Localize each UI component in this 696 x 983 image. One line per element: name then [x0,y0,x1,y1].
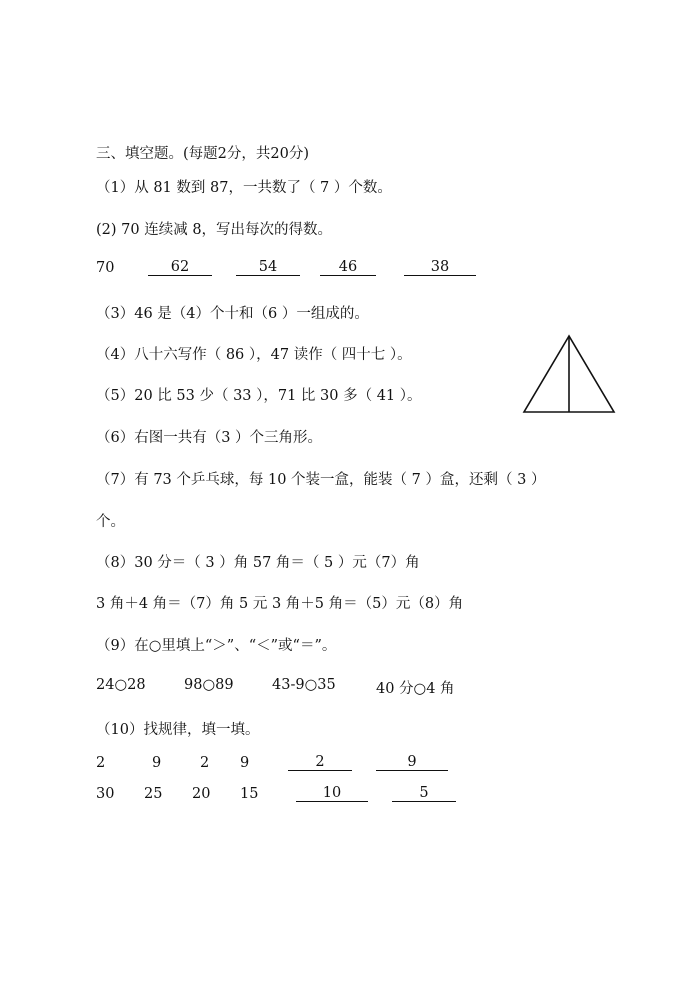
question-3: （3）46 是（4）个十和（6 ）一组成的。 [96,306,369,322]
q2-start-number: 70 [96,260,115,276]
q9-item-2: 98○89 [184,677,234,693]
q9-item-4: 40 分○4 角 [376,681,455,697]
q2-answer-1: 62 [148,260,212,276]
q9-item-1: 24○28 [96,677,146,693]
question-8-line-1: （8）30 分＝（ 3 ）角 57 角＝（ 5 ）元（7）角 [96,555,420,571]
question-2-text: (2) 70 连续减 8，写出每次的得数。 [96,222,333,238]
q2-answer-3: 46 [320,260,376,276]
question-7-line-2: 个。 [96,514,125,530]
q10-row1-answer-1: 2 [288,755,352,771]
q10-row1-given-1: 2 [96,755,106,771]
question-8-line-2: 3 角＋4 角＝（7）角 5 元 3 角＋5 角＝（5）元（8）角 [96,596,464,612]
question-5: （5）20 比 53 少（ 33 ），71 比 30 多（ 41 ）。 [96,388,422,404]
triangle-figure [518,332,620,416]
question-7-line-1: （7）有 73 个乒乓球，每 10 个装一盒，能装（ 7 ）盒，还剩（ 3 ） [96,472,546,488]
question-9-text: （9）在○里填上“＞”、“＜”或“＝”。 [96,638,337,654]
q10-row2-answer-1: 10 [296,786,368,802]
question-1: （1）从 81 数到 87，一共数了（ 7 ）个数。 [96,180,392,196]
question-4: （4）八十六写作（ 86 ），47 读作（ 四十七 ）。 [96,347,412,363]
q10-row2-given-3: 20 [192,786,211,802]
q10-row1-given-4: 9 [240,755,250,771]
q10-row2-answer-2: 5 [392,786,456,802]
q9-item-3: 43-9○35 [272,677,336,693]
q10-row1-answer-2: 9 [376,755,448,771]
q10-row2-given-4: 15 [240,786,259,802]
q10-row1-given-2: 9 [152,755,162,771]
question-6: （6）右图一共有（3 ）个三角形。 [96,430,323,446]
q2-answer-4: 38 [404,260,476,276]
q2-answer-2: 54 [236,260,300,276]
q10-row2-given-2: 25 [144,786,163,802]
question-10-text: （10）找规律，填一填。 [96,722,260,738]
section-title: 三、填空题。(每题2分，共20分) [96,146,309,162]
q10-row1-given-3: 2 [200,755,210,771]
q10-row2-given-1: 30 [96,786,115,802]
